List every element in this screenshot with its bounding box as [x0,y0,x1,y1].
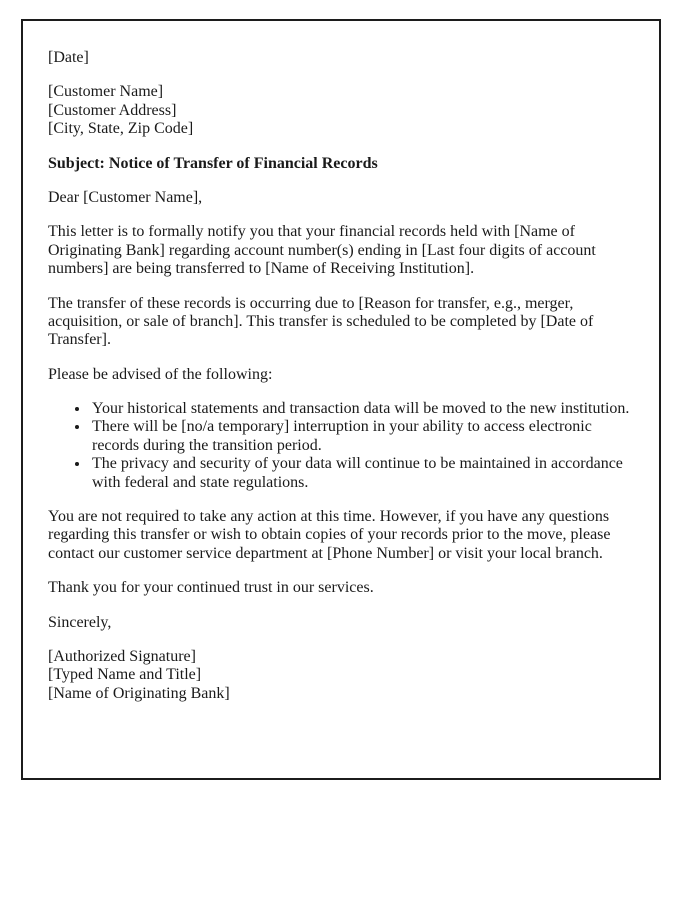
signature-placeholder: [Authorized Signature] [48,647,196,665]
recipient-name: [Customer Name] [48,83,164,101]
letter-frame [21,19,661,780]
typed-name-title: [Typed Name and Title] [48,666,202,684]
paragraph-transfer-reason: The transfer of these records is occurring due to [Reason for transfer, e.g., merger, acquisition, or sale of branch]. This transfer is scheduled to be completed by [Date of Transfer]. [48,294,594,349]
recipient-city-state-zip: [City, State, Zip Code] [48,120,194,138]
paragraph-advisory-intro: Please be advised of the following: [48,365,273,383]
bullet-interruption: • There will be [no/a temporary] interruption in your ability to access electronic records during the transition period. [90,418,633,455]
advisory-bullet-list [48,400,633,492]
paragraph-thank-you: Thank you for your continued trust in our services. [48,579,374,597]
recipient-address: [Customer Address] [48,101,177,119]
bullet-historical-data: • Your historical statements and transaction data will be moved to the new institution. [90,400,633,418]
signature-block [48,648,633,703]
letter-body [48,49,633,703]
paragraph-transfer-notice: This letter is to formally notify you that your financial records held with [Name of Originating Bank] regarding account number(s) ending in [Last four digits of account numbers] are being transferred to [Name of Receiving Institution]. [48,223,596,278]
closing: Sincerely, [48,613,112,631]
subject-line: Subject: Notice of Transfer of Financial Records [48,154,378,172]
salutation: Dear [Customer Name], [48,188,203,206]
originating-bank-name: [Name of Originating Bank] [48,684,230,702]
date-placeholder: [Date] [48,49,89,66]
bullet-privacy: • The privacy and security of your data will continue to be maintained in accordance with federal and state regulations. [90,455,633,492]
paragraph-no-action-required: You are not required to take any action at this time. However, if you have any questions regarding this transfer or wish to obtain copies of your records prior to the move, please contact our customer service department at [Phone Number] or visit your local branch. [48,508,611,562]
recipient-block [48,83,633,138]
